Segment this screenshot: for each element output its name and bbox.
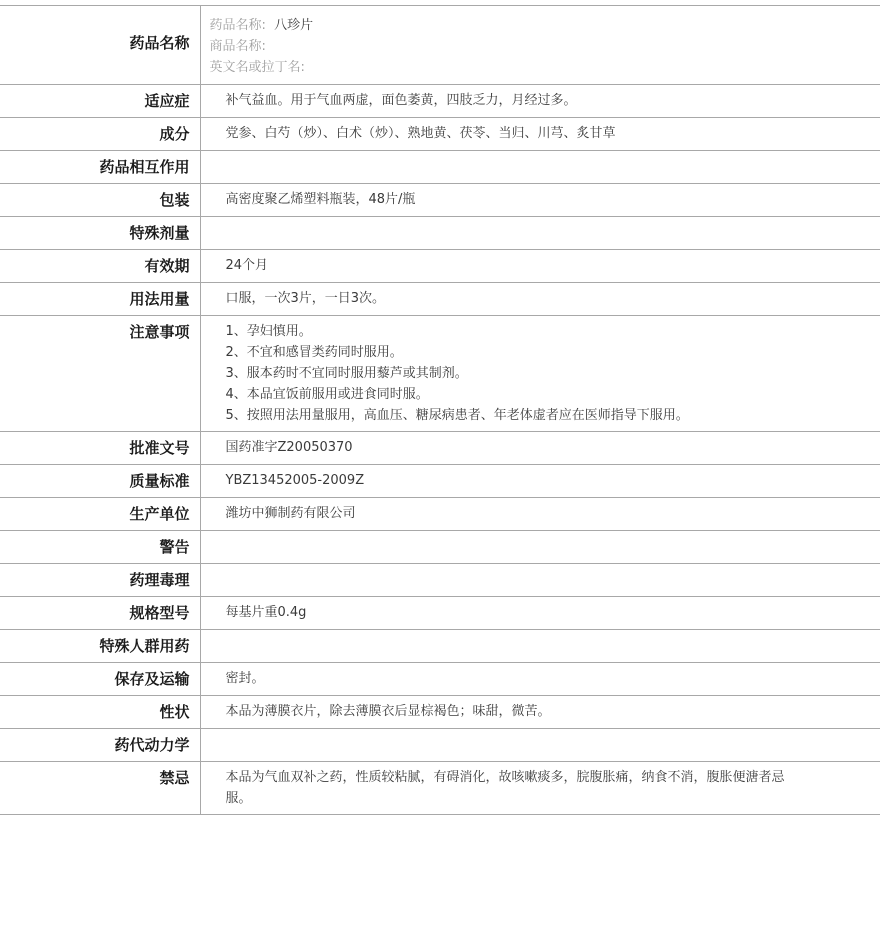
quality-standard-label: 质量标准 (0, 465, 200, 498)
contraindication-label: 禁忌 (0, 762, 200, 815)
manufacturer-value: 潍坊中狮制药有限公司 (200, 498, 880, 531)
special-dosage-label: 特殊剂量 (0, 217, 200, 250)
indication-label: 适应症 (0, 85, 200, 118)
storage-row (0, 663, 880, 696)
specification-label: 规格型号 (0, 597, 200, 630)
approval-number-label: 批准文号 (0, 432, 200, 465)
pharmacokinetics-value (200, 729, 880, 762)
trade-name-key: 商品名称: (209, 39, 266, 54)
interactions-value (200, 151, 880, 184)
warning-value (200, 531, 880, 564)
special-population-row (0, 630, 880, 663)
english-name-line (210, 57, 801, 78)
special-population-label: 特殊人群用药 (0, 630, 200, 663)
drug-name-label: 药品名称 (0, 6, 200, 85)
pharmacology-value (200, 564, 880, 597)
warning-label: 警告 (0, 531, 200, 564)
manufacturer-row (0, 498, 880, 531)
usage-value: 口服，一次3片，一日3次。 (200, 283, 880, 316)
generic-name-line (210, 15, 801, 36)
indication-value: 补气益血。用于气血两虚，面色萎黄，四肢乏力，月经过多。 (200, 85, 880, 118)
storage-label: 保存及运输 (0, 663, 200, 696)
usage-row (0, 283, 880, 316)
appearance-row (0, 696, 880, 729)
specification-row (0, 597, 880, 630)
contraindication-value: 本品为气血双补之药，性质较粘腻，有碍消化，故咳嗽痰多，脘腹胀痛，纳食不消，腹胀便溏者忌服。 (200, 762, 880, 815)
pharmacokinetics-label: 药代动力学 (0, 729, 200, 762)
drug-spec-table (0, 5, 880, 815)
special-dosage-row (0, 217, 880, 250)
approval-number-value: 国药准字Z20050370 (200, 432, 880, 465)
specification-value: 每基片重0.4g (200, 597, 880, 630)
pharmacokinetics-row (0, 729, 880, 762)
quality-standard-row (0, 465, 880, 498)
warning-row (0, 531, 880, 564)
special-population-value (200, 630, 880, 663)
ingredients-label: 成分 (0, 118, 200, 151)
shelf-life-value: 24个月 (200, 250, 880, 283)
generic-name-value: 八珍片 (274, 18, 314, 33)
pharmacology-row (0, 564, 880, 597)
generic-name-key: 药品名称: (209, 18, 266, 33)
manufacturer-label: 生产单位 (0, 498, 200, 531)
appearance-label: 性状 (0, 696, 200, 729)
interactions-row (0, 151, 880, 184)
notes-row (0, 316, 880, 432)
note-item: 5、按照用法用量服用，高血压、糖尿病患者、年老体虚者应在医师指导下服用。 (225, 408, 689, 423)
contraindication-row (0, 762, 880, 815)
special-dosage-value (200, 217, 880, 250)
packaging-row (0, 184, 880, 217)
usage-label: 用法用量 (0, 283, 200, 316)
note-item: 3、服本药时不宜同时服用藜芦或其制剂。 (225, 366, 468, 381)
packaging-label: 包装 (0, 184, 200, 217)
packaging-value: 高密度聚乙烯塑料瓶装，48片/瓶 (200, 184, 880, 217)
approval-number-row (0, 432, 880, 465)
note-item: 4、本品宜饭前服用或进食同时服。 (225, 387, 429, 402)
shelf-life-row (0, 250, 880, 283)
quality-standard-value: YBZ13452005-2009Z (200, 465, 880, 498)
notes-list (200, 316, 880, 432)
drug-name-value (200, 6, 880, 85)
notes-label: 注意事项 (0, 316, 200, 432)
storage-value: 密封。 (200, 663, 880, 696)
english-name-key: 英文名或拉丁名: (209, 60, 305, 75)
interactions-label: 药品相互作用 (0, 151, 200, 184)
drug-name-row (0, 6, 880, 85)
note-item: 2、不宜和感冒类药同时服用。 (225, 345, 403, 360)
ingredients-row (0, 118, 880, 151)
note-item: 1、孕妇慎用。 (225, 324, 312, 339)
ingredients-value: 党参、白芍（炒）、白术（炒）、熟地黄、茯苓、当归、川芎、炙甘草 (200, 118, 880, 151)
appearance-value: 本品为薄膜衣片，除去薄膜衣后显棕褐色；味甜，微苦。 (200, 696, 880, 729)
shelf-life-label: 有效期 (0, 250, 200, 283)
pharmacology-label: 药理毒理 (0, 564, 200, 597)
indication-row (0, 85, 880, 118)
trade-name-line (210, 36, 801, 57)
